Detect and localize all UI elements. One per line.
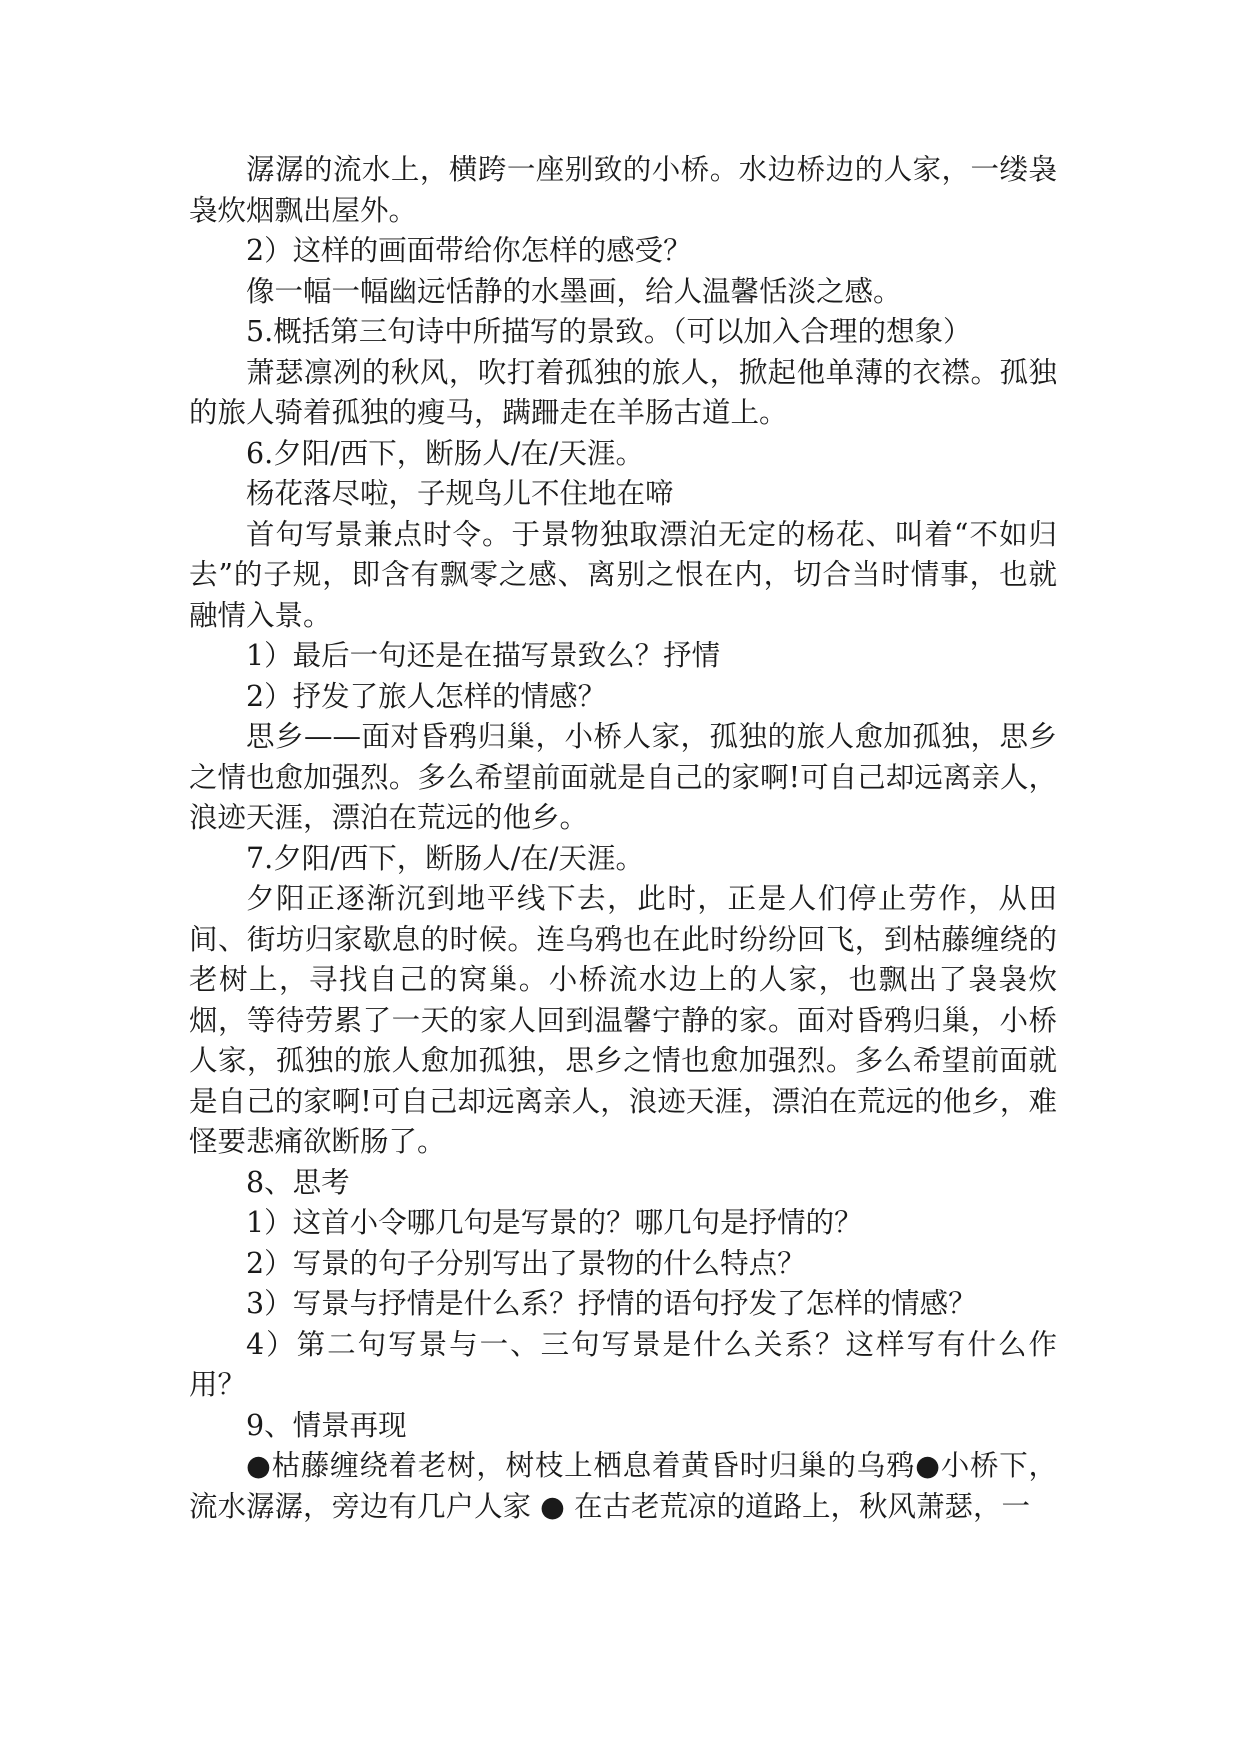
paragraph-autumn-wind: 萧瑟凛冽的秋风，吹打着孤独的旅人，掀起他单薄的衣襟。孤独的旅人骑着孤独的瘦马，蹒跚走在羊肠古道上。 [189, 355, 1057, 429]
paragraph-think-q3: 3）写景与抒情是什么系？抒情的语句抒发了怎样的情感？ [246, 1287, 977, 1320]
paragraph-heading-8: 8、思考 [246, 1165, 350, 1199]
paragraph-first-line-analysis: 首句写景兼点时令。于景物独取漂泊无定的杨花、叫着“不如归去”的子规，即含有飘零之感、离别之恨在内，切合当时情事，也就融情入景。 [189, 517, 1057, 632]
paragraph-question-feeling: 2）这样的画面带给你怎样的感受？ [246, 234, 692, 267]
paragraph-homesick-answer: 思乡——面对昏鸦归巢，小桥人家，孤独的旅人愈加孤独，思乡之情也愈加强烈。多么希望前面就是自己的家啊!可自己却远离亲人，浪迹天涯，漂泊在荒远的他乡。 [189, 720, 1057, 834]
paragraph-sunset-description: 夕阳正逐渐沉到地平线下去，此时，正是人们停止劳作，从田间、街坊归家歇息的时候。连乌鸦也在此时纷纷回飞，到枯藤缠绕的老树上，寻找自己的窝巢。小桥流水边上的人家，也飘出了袅袅炊烟，等待劳累了一天的家人回到温馨宁静的家。面对昏鸦归巢，小桥人家，孤独的旅人愈加孤独，思乡之情也愈加强烈。多么希望前面就是自己的家啊!可自己却远离亲人，浪迹天涯，漂泊在荒远的他乡，难怪要悲痛欲断肠了。 [189, 882, 1057, 1158]
paragraph-scene-bridge: 潺潺的流水上，横跨一座别致的小桥。水边桥边的人家，一缕袅袅炊烟飘出屋外。 [189, 153, 1057, 227]
paragraph-answer-ink-painting: 像一幅一幅幽远恬静的水墨画，给人温馨恬淡之感。 [246, 274, 902, 308]
paragraph-question-last-line: 1）最后一句还是在描写景致么？抒情 [246, 639, 721, 672]
paragraph-think-q1: 1）这首小令哪几句是写景的？哪几句是抒情的？ [246, 1206, 863, 1239]
paragraph-scene-reenactment: ●枯藤缠绕着老树，树枝上栖息着黄昏时归巢的乌鸦●小桥下，流水潺潺，旁边有几户人家 ● 在古老荒凉的道路上，秋风萧瑟，一 [189, 1449, 1057, 1523]
paragraph-heading-6: 6.夕阳/西下，断肠人/在/天涯。 [246, 436, 644, 470]
paragraph-heading-5: 5.概括第三句诗中所描写的景致。（可以加入合理的想象） [246, 315, 972, 348]
paragraph-think-q4: 4）第二句写景与一、三句写景是什么关系？这样写有什么作用？ [189, 1327, 1057, 1401]
paragraph-think-q2: 2）写景的句子分别写出了景物的什么特点？ [246, 1246, 806, 1280]
paragraph-question-emotion: 2）抒发了旅人怎样的情感？ [246, 679, 607, 713]
paragraph-willow-catkins: 杨花落尽啦，子规鸟儿不住地在啼 [246, 477, 674, 510]
paragraph-heading-7: 7.夕阳/西下，断肠人/在/天涯。 [246, 841, 644, 875]
paragraph-heading-9: 9、情景再现 [246, 1408, 407, 1442]
document-body [189, 150, 1057, 1527]
